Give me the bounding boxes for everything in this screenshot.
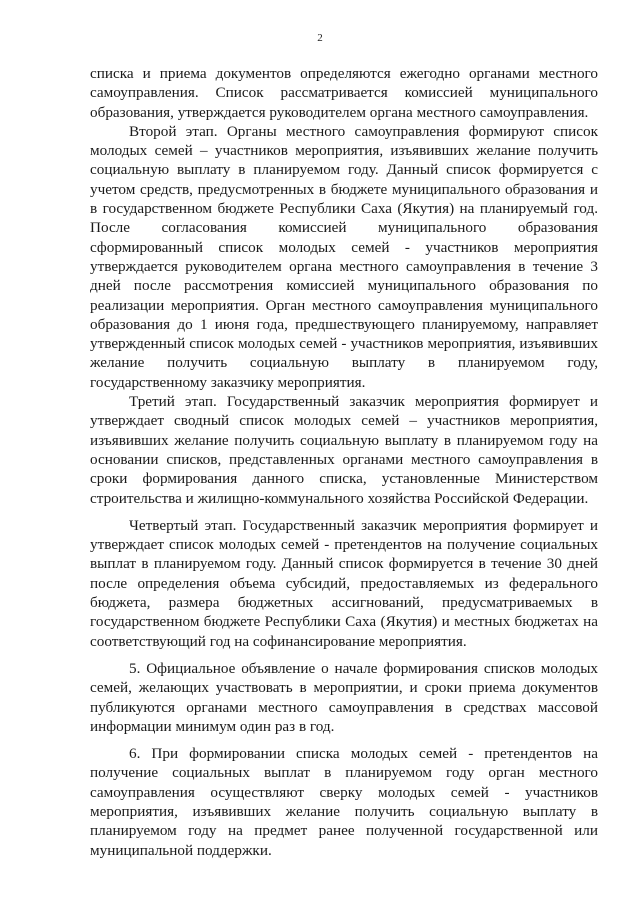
paragraph-list-approval: списка и приема документов определяются ежегодно органами местного самоуправления. Список рассматривается комиссией муниципального образования, утверждается руководителем органа местного самоуправления. bbox=[90, 65, 598, 121]
paragraph-item-6: 6. При формировании списка молодых семей - претендентов на получение социальных выплат в планируемом году орган местного самоуправления осуществляют сверку молодых семей - участников мероприятия, изъявивших желание получить социальную выплату в планируемом году на предмет ранее полученной государственной или муниципальной поддержки. bbox=[90, 745, 598, 859]
paragraph-item-5: 5. Официальное объявление о начале формирования списков молодых семей, желающих участвовать в мероприятии, и сроки приема документов публикуются органами местного самоуправления в средствах массовой информации минимум один раз в год. bbox=[90, 659, 598, 735]
paragraph-stage-four: Четвертый этап. Государственный заказчик мероприятия формирует и утверждает список молодых семей - претендентов на получение социальных выплат в планируемом году. Данный список формируется в течение 30 дней после определения объема субсидий, предоставляемых из федерального бюджета, размера бюджетных ассигнований, предусматриваемых в государственном бюджете Республики Саха (Якутия) и местных бюджетах на соответствующий год на софинансирование мероприятия. bbox=[90, 516, 598, 650]
paragraph-stage-three: Третий этап. Государственный заказчик мероприятия формирует и утверждает сводный список молодых семей – участников мероприятия, изъявивших желание получить социальную выплату в планируемом году на основании списков, представленных органами местного самоуправления в сроки формирования данного списка, установленные Министерством строительства и жилищно-коммунального хозяйства Российской Федерации. bbox=[90, 393, 598, 507]
document-body bbox=[90, 64, 598, 860]
page-number: 2 bbox=[317, 32, 323, 44]
paragraph-stage-two: Второй этап. Органы местного самоуправления формируют список молодых семей – участников мероприятия, изъявивших желание получить социальную выплату в планируемом году. Данный список формируется с учетом средств, предусмотренных в бюджете муниципального образования и в государственном бюджете Республики Саха (Якутия) на планируемый год. После согласования комиссией муниципального образования сформированный список молодых семей - участников мероприятия утверждается руководителем органа местного самоуправления в течение 3 дней после рассмотрения комиссией муниципального образования по реализации мероприятия. Орган местного самоуправления муниципального образования до 1 июня года, предшествующего планируемому, направляет утвержденный список молодых семей - участников мероприятия, изъявивших желание получить социальную выплату в планируемом году, государственному заказчику мероприятия. bbox=[90, 122, 598, 391]
